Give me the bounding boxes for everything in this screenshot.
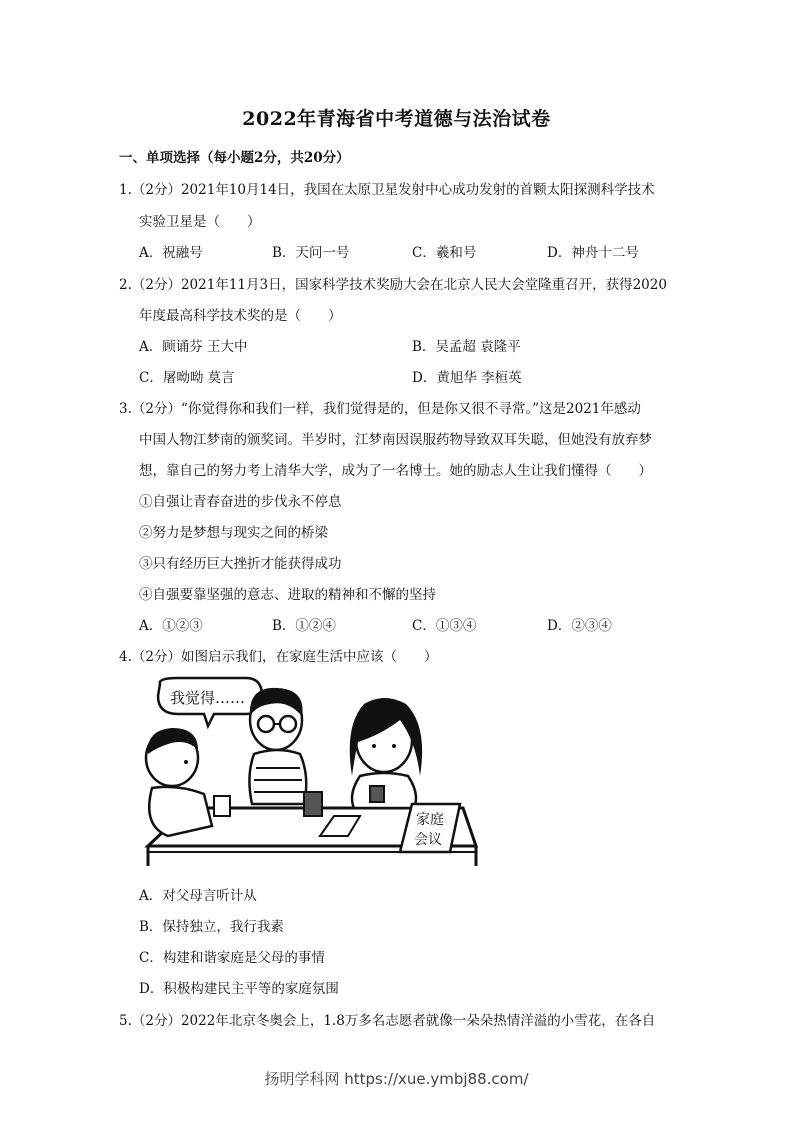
question-1-text: 1.（2分）2021年10月14日，我国在太原卫星发射中心成功发射的首颗太阳探测科学技术 [119, 182, 655, 198]
q4-option-b: B．保持独立，我行我素 [139, 919, 284, 935]
q2-option-d: D．黄旭华 李桓英 [412, 370, 522, 386]
q1-option-b: B．天问一号 [272, 245, 350, 261]
question-2-text-cont: 年度最高科学技术奖的是（ ） [139, 308, 342, 324]
question-1-text-cont: 实验卫星是（ ） [139, 214, 261, 230]
section-heading: 一、单项选择（每小题2分，共20分） [119, 150, 350, 166]
q1-option-a: A．祝融号 [139, 245, 203, 261]
q4-option-a: A．对父母言听计从 [139, 888, 257, 904]
q3-option-c: C．①③④ [412, 618, 477, 634]
q4-option-d: D．积极构建民主平等的家庭氛围 [139, 981, 339, 997]
q3-option-b: B．①②④ [272, 618, 336, 634]
q2-option-b: B．吴孟超 袁隆平 [412, 339, 521, 355]
q1-option-d: D．神舟十二号 [547, 245, 639, 261]
exam-title: 2022年青海省中考道德与法治试卷 [242, 108, 551, 130]
q3-option-d: D．②③④ [547, 618, 612, 634]
question-2-text: 2.（2分）2021年11月3日，国家科学技术奖励大会在北京人民大会堂隆重召开，获得2020 [119, 277, 667, 293]
question-3-text-cont2: 想，靠自己的努力考上清华大学，成为了一名博士。她的励志人生让我们懂得（ ） [139, 463, 652, 479]
q4-option-c: C．构建和谐家庭是父母的事情 [139, 950, 325, 966]
q3-statement-3: ③只有经历巨大挫折才能获得成功 [139, 556, 342, 572]
q3-statement-2: ②努力是梦想与现实之间的桥梁 [139, 525, 328, 541]
q2-option-c: C．屠呦呦 莫言 [139, 370, 235, 386]
q1-option-c: C．羲和号 [412, 245, 477, 261]
q3-statement-4: ④自强要靠坚强的意志、进取的精神和不懈的坚持 [139, 587, 436, 603]
question-4-text: 4.（2分）如图启示我们，在家庭生活中应该（ ） [119, 649, 438, 665]
q3-statement-1: ①自强让青春奋进的步伐永不停息 [139, 494, 342, 510]
question-3-text-cont1: 中国人物江梦南的颁奖词。半岁时，江梦南因误服药物导致双耳失聪，但她没有放弃梦 [139, 432, 652, 448]
family-meeting-illustration [138, 676, 480, 870]
q3-option-a: A．①②③ [139, 618, 203, 634]
footer-watermark: 扬明学科网 https://xue.ymbj88.com/ [264, 1070, 529, 1088]
sign-text-line1: 家庭 [416, 812, 444, 828]
question-5-text: 5.（2分）2022年北京冬奥会上，1.8万多名志愿者就像一朵朵热情洋溢的小雪花，在各自 [119, 1013, 656, 1029]
q2-option-a: A．顾诵芬 王大中 [139, 339, 248, 355]
speech-bubble-text: 我觉得…… [170, 689, 246, 707]
sign-text-line2: 会议 [414, 832, 442, 848]
question-3-text: 3.（2分）“你觉得你和我们一样，我们觉得是的，但是你又很不寻常。”这是2021年感动 [119, 401, 641, 417]
